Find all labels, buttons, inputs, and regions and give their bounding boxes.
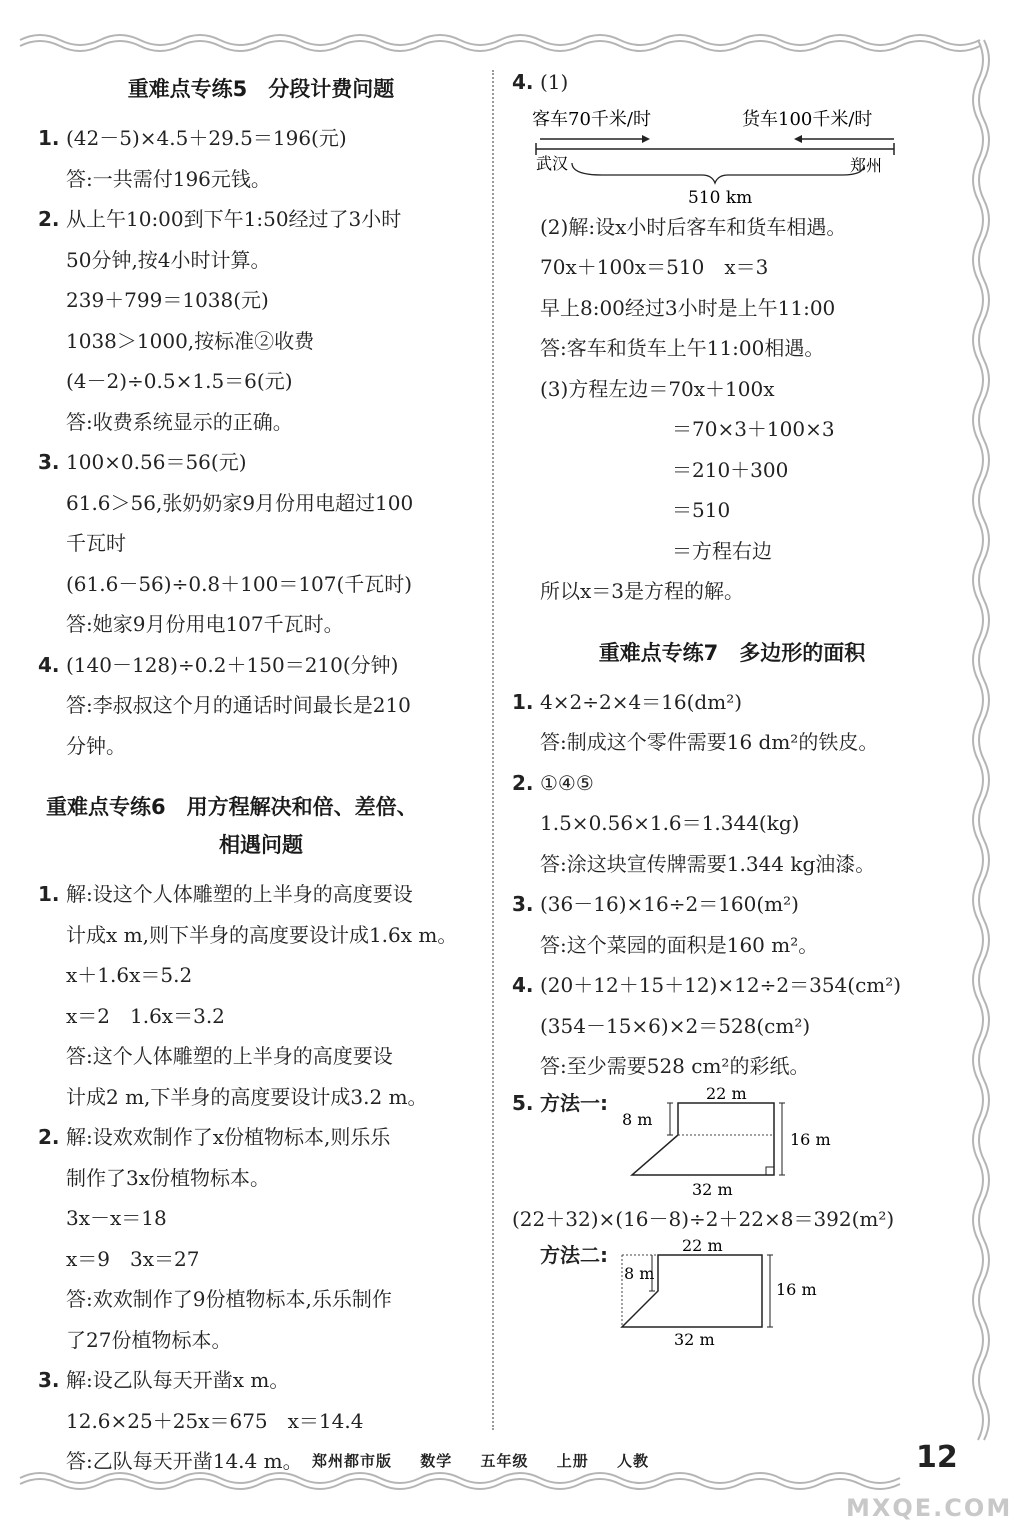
zhengzhou-label: 郑州 — [850, 155, 883, 175]
method-two-label: 方法二: — [540, 1243, 608, 1267]
top-length-label: 22 m — [682, 1239, 723, 1255]
item-number: 2. — [38, 207, 60, 231]
answer-line: x＋1.6x＝5.2 — [66, 963, 193, 987]
answer-line: 答:欢欢制作了9份植物标本,乐乐制作 — [66, 1287, 392, 1311]
answer-line: 1038＞1000,按标准②收费 — [66, 328, 315, 353]
answer-line: 3. (36－16)×16÷2＝160(m²) — [512, 884, 952, 925]
distance-label: 510 km — [688, 187, 753, 207]
answer-line: 答:涂这块宣传牌需要1.344 kg油漆。 — [540, 851, 876, 876]
right-height-label: 16 m — [790, 1129, 831, 1149]
right-angle-mark — [766, 1167, 774, 1175]
trapezoid-shape — [632, 1103, 774, 1175]
method-one-figure — [622, 1087, 852, 1199]
answer-line: ＝70×3＋100×3 — [672, 417, 835, 441]
answer-line: 4. (1) — [512, 62, 952, 103]
item-number: 5. — [512, 1090, 534, 1115]
answer-line: 答:一共需付196元钱。 — [66, 166, 271, 191]
answer-line: 1. 4×2÷2×4＝16(dm²) — [512, 682, 952, 723]
answer-line: 千瓦时 — [66, 531, 126, 555]
footer-info — [312, 1450, 671, 1471]
section-title-6-line1: 重难点专练6 用方程解决和倍、差倍、 — [46, 795, 418, 819]
bottom-length-label: 32 m — [692, 1179, 733, 1199]
answer-line: 答:李叔叔这个月的通话时间最长是210 — [66, 693, 411, 717]
method-two-figure — [612, 1239, 842, 1349]
column-divider — [492, 70, 494, 1430]
answer-line: 2. 解:设欢欢制作了x份植物标本,则乐乐 — [38, 1117, 484, 1158]
answer-line: 答:至少需要528 cm²的彩纸。 — [540, 1054, 810, 1078]
answer-line: 答:这个人体雕塑的上半身的高度要设 — [66, 1044, 393, 1068]
answer-line: 1.5×0.56×1.6＝1.344(kg) — [540, 811, 800, 835]
page-footer — [0, 1440, 1014, 1478]
method-two-block — [512, 1239, 952, 1349]
bus-speed-label: 客车70千米/时 — [532, 108, 651, 130]
answer-line: 所以x＝3是方程的解。 — [540, 579, 745, 603]
answer-line: 3. 解:设乙队每天开凿x m。 — [38, 1360, 484, 1401]
answer-line: 1. (42－5)×4.5＋29.5＝196(元) — [38, 118, 484, 159]
truck-speed-label: 货车100千米/时 — [742, 108, 873, 130]
left-arrowhead — [794, 135, 802, 143]
answer-line: ＝方程右边 — [672, 538, 772, 563]
answer-line: 70x＋100x＝510 x＝3 — [540, 255, 769, 279]
answer-line: 2. 从上午10:00到下午1:50经过了3小时 — [38, 199, 484, 240]
answer-line: (61.6－56)÷0.8＋100＝107(千瓦时) — [66, 571, 413, 596]
section-title-7: 重难点专练7 多边形的面积 — [598, 640, 866, 665]
watermark: MXQE.COM — [846, 1494, 1013, 1522]
answer-line: 答:收费系统显示的正确。 — [66, 409, 293, 434]
answer-line: 239＋799＝1038(元) — [66, 288, 269, 312]
answer-line: 了27份植物标本。 — [66, 1327, 232, 1352]
item-number: 3. — [512, 892, 534, 916]
wuhan-label: 武汉 — [536, 153, 569, 173]
answer-line: 制作了3x份植物标本。 — [66, 1165, 271, 1190]
answer-line: ＝510 — [672, 498, 731, 522]
answer-line: 61.6＞56,张奶奶家9月份用电超过100 — [66, 490, 414, 515]
item-number: 1. — [38, 882, 60, 906]
answer-line: 1. 解:设这个人体雕塑的上半身的高度要设 — [38, 874, 484, 915]
volume-label: 上册 — [556, 1452, 589, 1470]
answer-line: (354－15×6)×2＝528(cm²) — [540, 1013, 811, 1038]
line-segment-diagram — [512, 103, 932, 207]
item-number: 4. — [512, 973, 534, 997]
answer-line: (3)方程左边＝70x＋100x — [540, 376, 775, 401]
item-number: 1. — [512, 689, 534, 714]
edition-label: 郑州都市版 — [312, 1452, 393, 1470]
page-number: 12 — [916, 1440, 958, 1475]
right-height-label: 16 m — [776, 1280, 817, 1299]
answer-line: 3x－x＝18 — [66, 1206, 167, 1230]
answer-line: (4－2)÷0.5×1.5＝6(元) — [66, 369, 293, 393]
left-height-label: 8 m — [624, 1264, 655, 1283]
subject-label: 数学 — [420, 1452, 453, 1470]
top-length-label: 22 m — [706, 1086, 747, 1103]
answer-line: 50分钟,按4小时计算。 — [66, 247, 271, 272]
distance-brace — [572, 163, 864, 183]
left-height-label: 8 m — [622, 1109, 653, 1129]
item-number: 4. — [512, 70, 534, 94]
item-number: 3. — [38, 450, 60, 474]
answer-line: 3. 100×0.56＝56(元) — [38, 442, 484, 483]
item-number: 2. — [512, 770, 534, 795]
method-one-label: 5. 方法一: — [512, 1083, 608, 1124]
answer-line: (22＋32)×(16－8)÷2＋22×8＝392(m²) — [512, 1206, 895, 1231]
answer-line: 分钟。 — [66, 733, 126, 758]
section-title-5: 重难点专练5 分段计费问题 — [127, 77, 395, 101]
answer-line: 答:她家9月份用电107千瓦时。 — [66, 612, 344, 636]
answer-line: 12.6×25＋25x＝675 x＝14.4 — [66, 1408, 364, 1433]
item-number: 2. — [38, 1125, 60, 1149]
answer-line: (2)解:设x小时后客车和货车相遇。 — [540, 214, 847, 239]
answer-line: 计成x m,则下半身的高度要设计成1.6x m。 — [66, 922, 458, 947]
answer-line: x＝2 1.6x＝3.2 — [66, 1003, 225, 1028]
answer-line: 4. (20＋12＋15＋12)×12÷2＝354(cm²) — [512, 965, 952, 1006]
right-column — [512, 62, 952, 1349]
answer-line: 4. (140－128)÷0.2＋150＝210(分钟) — [38, 645, 484, 686]
answer-line: 答:制成这个零件需要16 dm²的铁皮。 — [540, 730, 879, 754]
item-number: 1. — [38, 126, 60, 150]
section-title-6-line2: 相遇问题 — [219, 833, 303, 857]
item-number: 4. — [38, 652, 60, 677]
answer-line: ＝210＋300 — [672, 457, 789, 482]
answer-line: 答:乙队每天开凿14.4 m。 — [66, 1449, 303, 1473]
answer-line: 2. ①④⑤ — [512, 763, 952, 804]
answer-line: x＝9 3x＝27 — [66, 1246, 200, 1271]
item-number: 3. — [38, 1368, 60, 1392]
left-column — [38, 62, 484, 1482]
method-one-block — [512, 1087, 952, 1199]
right-arrowhead — [642, 135, 650, 143]
answer-line: 早上8:00经过3小时是上午11:00 — [540, 295, 836, 320]
publisher-label: 人教 — [617, 1452, 650, 1470]
answer-line: 计成2 m,下半身的高度要设计成3.2 m。 — [66, 1084, 428, 1109]
grade-label: 五年级 — [480, 1452, 529, 1470]
answer-line: 答:客车和货车上午11:00相遇。 — [540, 336, 825, 360]
bottom-length-label: 32 m — [674, 1330, 715, 1349]
answer-line: 答:这个菜园的面积是160 m²。 — [540, 932, 819, 957]
